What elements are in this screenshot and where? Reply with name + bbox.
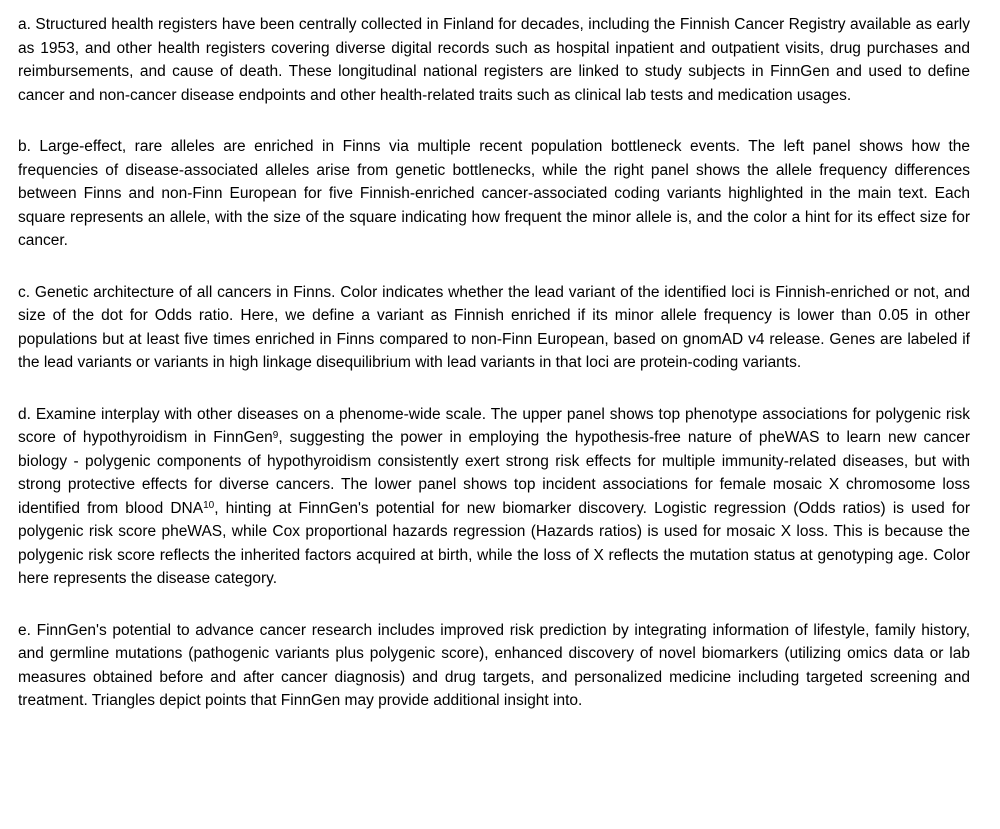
- caption-paragraph-a: a. Structured health registers have been centrally collected in Finland for decades, including the Finnish Cancer Registry available as early as 1953, and other health registers covering diverse digital records such as hospital inpatient and outpatient visits, drug purchases and reimbursements, and cause of death. These longitudinal national registers are linked to study subjects in FinnGen and used to define cancer and non-cancer disease endpoints and other health-related traits such as clinical lab tests and medication usages.: [18, 16, 970, 104]
- reference-superscript: 10: [203, 500, 215, 511]
- caption-paragraph-e: e. FinnGen's potential to advance cancer research includes improved risk prediction by integrating information of lifestyle, family history, and germline mutations (pathogenic variants plus polygenic score), enhanced discovery of novel biomarkers (utilizing omics data or lab measures obtained before and after cancer diagnosis) and drug targets, and personalized medicine including targeted screening and treatment. Triangles depict points that FinnGen may provide additional insight into.: [18, 621, 970, 709]
- reference-superscript: 9: [272, 429, 279, 441]
- caption-paragraph-d: d. Examine interplay with other diseases on a phenome-wide scale. The upper panel shows top phenotype associations for polygenic risk score of hypothyroidism in FinnGen$^9$, suggesting the power in employing the hypothesis-free nature of pheWAS to learn new cancer biology - polygenic components of hypothyroidism consistently exert strong risk effects for multiple immunity-related diseases, but with strong protective effects for diverse cancers. The lower panel shows top incident associations for female mosaic X chromosome loss identified from blood DNA$^{10}$, hinting at FinnGen's potential for new biomarker discovery. Logistic regression (Odds ratios) is used for polygenic risk score pheWAS, while Cox proportional hazards regression (Hazards ratios) is used for mosaic X loss. This is because the polygenic risk score reflects the inherited factors acquired at birth, while the loss of X reflects the mutation status at genotyping age. Color here represents the disease category.: [18, 405, 970, 587]
- caption-paragraph-b: b. Large-effect, rare alleles are enriched in Finns via multiple recent population bottleneck events. The left panel shows how the frequencies of disease-associated alleles arise from genetic bottlenecks, while the right panel shows the allele frequency differences between Finns and non-Finn European for five Finnish-enriched cancer-associated coding variants highlighted in the main text. Each square represents an allele, with the size of the square indicating how frequent the minor allele is, and the color a hint for its effect size for cancer.: [18, 138, 970, 249]
- caption-paragraph-c: c. Genetic architecture of all cancers in Finns. Color indicates whether the lead variant of the identified loci is Finnish-enriched or not, and size of the dot for Odds ratio. Here, we define a variant as Finnish enriched if its minor allele frequency is lower than 0.05 in other populations but at least five times enriched in Finns compared to non-Finn European, based on gnomAD v4 release. Genes are labeled if the lead variants or variants in high linkage disequilibrium with lead variants in that loci are protein-coding variants.: [18, 283, 970, 371]
